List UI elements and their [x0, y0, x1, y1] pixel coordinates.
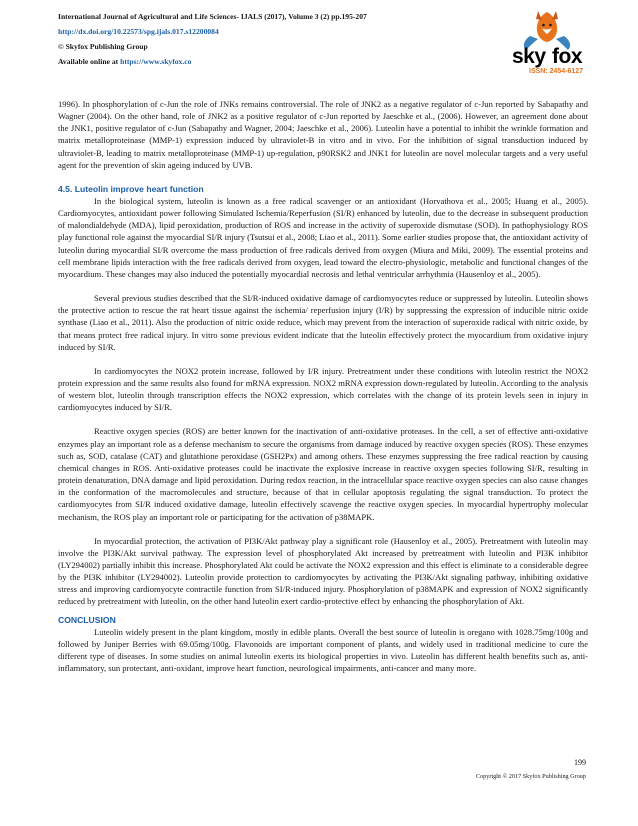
website-link[interactable]: https://www.skyfox.co: [120, 57, 192, 66]
paragraph-nox2: In cardiomyocytes the NOX2 protein increase, followed by I/R injury. Pretreatment under these conditions with luteolin restrict the NOX2 protein expression and the same results also found for mRNA expression. NOX2 mRNA expression down-regulated by luteolin. According to the analysis of western blot, luteolin through transcription effects the NOX2 expression, which correlates with the change of its protein levels seen in injury in cardiomyocytes induced by SI/R.: [58, 365, 588, 413]
section-heading-conclusion: CONCLUSION: [58, 614, 116, 625]
publisher-copyright: © Skyfox Publishing Group: [58, 42, 148, 51]
paragraph-sir-damage: Several previous studies described that the SI/R-induced oxidative damage of cardiomyocytes reduce or suppressed by luteolin. Luteolin shows the protective action to rescue the rat heart tissue against the ischemia/ reperfusion injury (I/R) by suppressing the expression of inducible nitric oxide synthase (Liao et al., 2011). Also the production of nitric oxide reduce, which may prevent from the interaction of superoxide radical with nitric oxide, by that means protect free radical injury. In vitro some previous evident indicate that the luteolin effectively protect the myocardium from oxidative injury induced by SI/R.: [58, 293, 588, 352]
journal-citation: International Journal of Agricultural and Life Sciences- IJALS (2017), Volume 3 (2) pp.195-207: [58, 12, 367, 21]
paragraph-ros: Reactive oxygen species (ROS) are better known for the inactivation of anti-oxidative proteases. In the cell, a set of effective anti-oxidative enzymes play an important role as a defense mechanism to secure the organisms from damage induced by reactive oxygen species (ROS). These enzymes such as, SOD, catalase (CAT) and glutathione peroxidase (GSH2Px) and among others. These enzymes suppressing the free radical reaction by causing chemical changes in ROS. Anti-oxidative proteases could be inactivate the explosive increase in reactive oxygen species following SI/R, resulting in protein denaturation, DNA damage and lipid peroxidation. During redox reaction, in the intracellular space reactive oxygen species can also cause changes in the conformation of the macromolecules and structure, because of that in cellular apoptosis regulating the signal transduction. To protect the cardiomyocytes from SI/R induced oxidative damage, luteolin effectively scavenge the reactive oxygen species. In myocardial hypertrophy molecular mechanism, the ROS play an important role or participating for the activation of p38MAPK.: [58, 426, 588, 522]
section-heading-heart-function: 4.5. Luteolin improve heart function: [58, 183, 204, 194]
footer-copyright: Copyright © 2017 Skyfox Publishing Group: [475, 773, 586, 780]
fox-logo-icon: [500, 6, 594, 68]
availability-prefix: Available online at: [58, 57, 121, 66]
paragraph-jnk: 1996). In phosphorylation of c-Jun the role of JNKs remains controversial. The role of JNK2 as a negative regulator of c-Jun reported by Sabapathy and Wagner (2004). On the other hand, role of JNK2 as a positive regulator of c-Jun reported by Jaeschke et al., (2006). However, an agreement done about the JNK1, positive regulator of c-Jun (Sabapathy and Wagner, 2004; Jaeschke et al., 2006). Luteolin have a potential to inhibit the wrinkle formation and matrix metalloproteinase (MMP-1) expression induced by ultraviolet-B in vitro and in vivo. For the inhibition of signal transduction induced by ultraviolet-B, leading to matrix metalloproteinase (MMP-1) up-regulation, p90RSK2 and JNK1 for luteolin are novel molecular targets and a very useful agent for the prevention of skin ageing induced by UVB.: [58, 99, 588, 170]
doi-link[interactable]: http://dx.doi.org/10.22573/spg.ijals.017.s12200084: [58, 27, 219, 36]
logo-word-fox: fox: [552, 45, 582, 68]
issn-label: ISSN: 2454-6127: [529, 68, 584, 75]
paragraph-conclusion: Luteolin widely present in the plant kingdom, mostly in edible plants. Overall the best source of luteolin is oregano with 1028.75mg/100g and followed by Juniper Berries with 69.05mg/100g. Flavonoids are important component of plants, and widely used in traditional medicine to cure the different type of diseases. In some studies on animal luteolin exerts its biological properties in vivo. Luteolin has different health benefits such as, anti-inflammatory, sun protectant, anti-oxidant, improve heart function, neurological impairments, anti-cancer and many more.: [58, 626, 588, 674]
logo-word-sky: sky: [512, 45, 546, 68]
paragraph-pi3k-akt: In myocardial protection, the activation of PI3K/Akt pathway play a significant role (Hausenloy et al., 2005). Pretreatment with luteolin may involve the PI3K/Akt survival pathway. The expression level of phosphorylated Akt increased by pretreatment with luteolin and PI3K inhibitor (LY294002) partially inhibit this increase. Phosphorylated Akt could be activate the NOX2 expression and this effect is eliminate to a considerable degree by the PI3K inhibitor (LY294002). Luteolin provide protection to cardiomyocytes by activating the PI3K/Akt signaling pathway, inhibiting oxidative stress and improving cardiomyocyte contractile function from SI/R-induced injury. Phosphorylation of p38MAPK and expression of NOX2 significantly reduced by pretreatment with luteolin, on the other hand luteolin exert cardio-protective effect by enhancing the phosphorylation of Akt.: [58, 535, 588, 607]
page-number: 199: [574, 758, 586, 767]
paragraph-antioxidant: In the biological system, luteolin is known as a free radical scavenger or an antioxidant (Horvathova et al., 2005; Huang et al., 2005). Cardiomyocytes, antioxidant power following Simulated Ischemia/Reperfusion (SI/R) enhanced by luteolin, due to the decrease in subsequent production of malondialdehyde (MDA), lipid peroxidation, production of ROS and increase in the activity of superoxide dismutase (SOD). In pathophysiology ROS play functional role against the myocardial SI/R injury (Tsutsui et al., 2008; Liao et al., 2011). Some earlier studies propose that, the antioxidant activity of luteolin during myocardial SI/R overcome the mass production of free radicals derived from oxygen (Miura and Miki, 2009). The essential proteins and cell membrane lipids interaction with the free radicals derived from oxygen, lead toward the electro-physiologic, metabolic and functional changes of the myocardium. These changes may also induced the potentially myocardial necrosis and lethal ventricular arrhythmia (Hausenloy et al., 2005).: [58, 195, 588, 279]
article-body: [58, 98, 588, 674]
